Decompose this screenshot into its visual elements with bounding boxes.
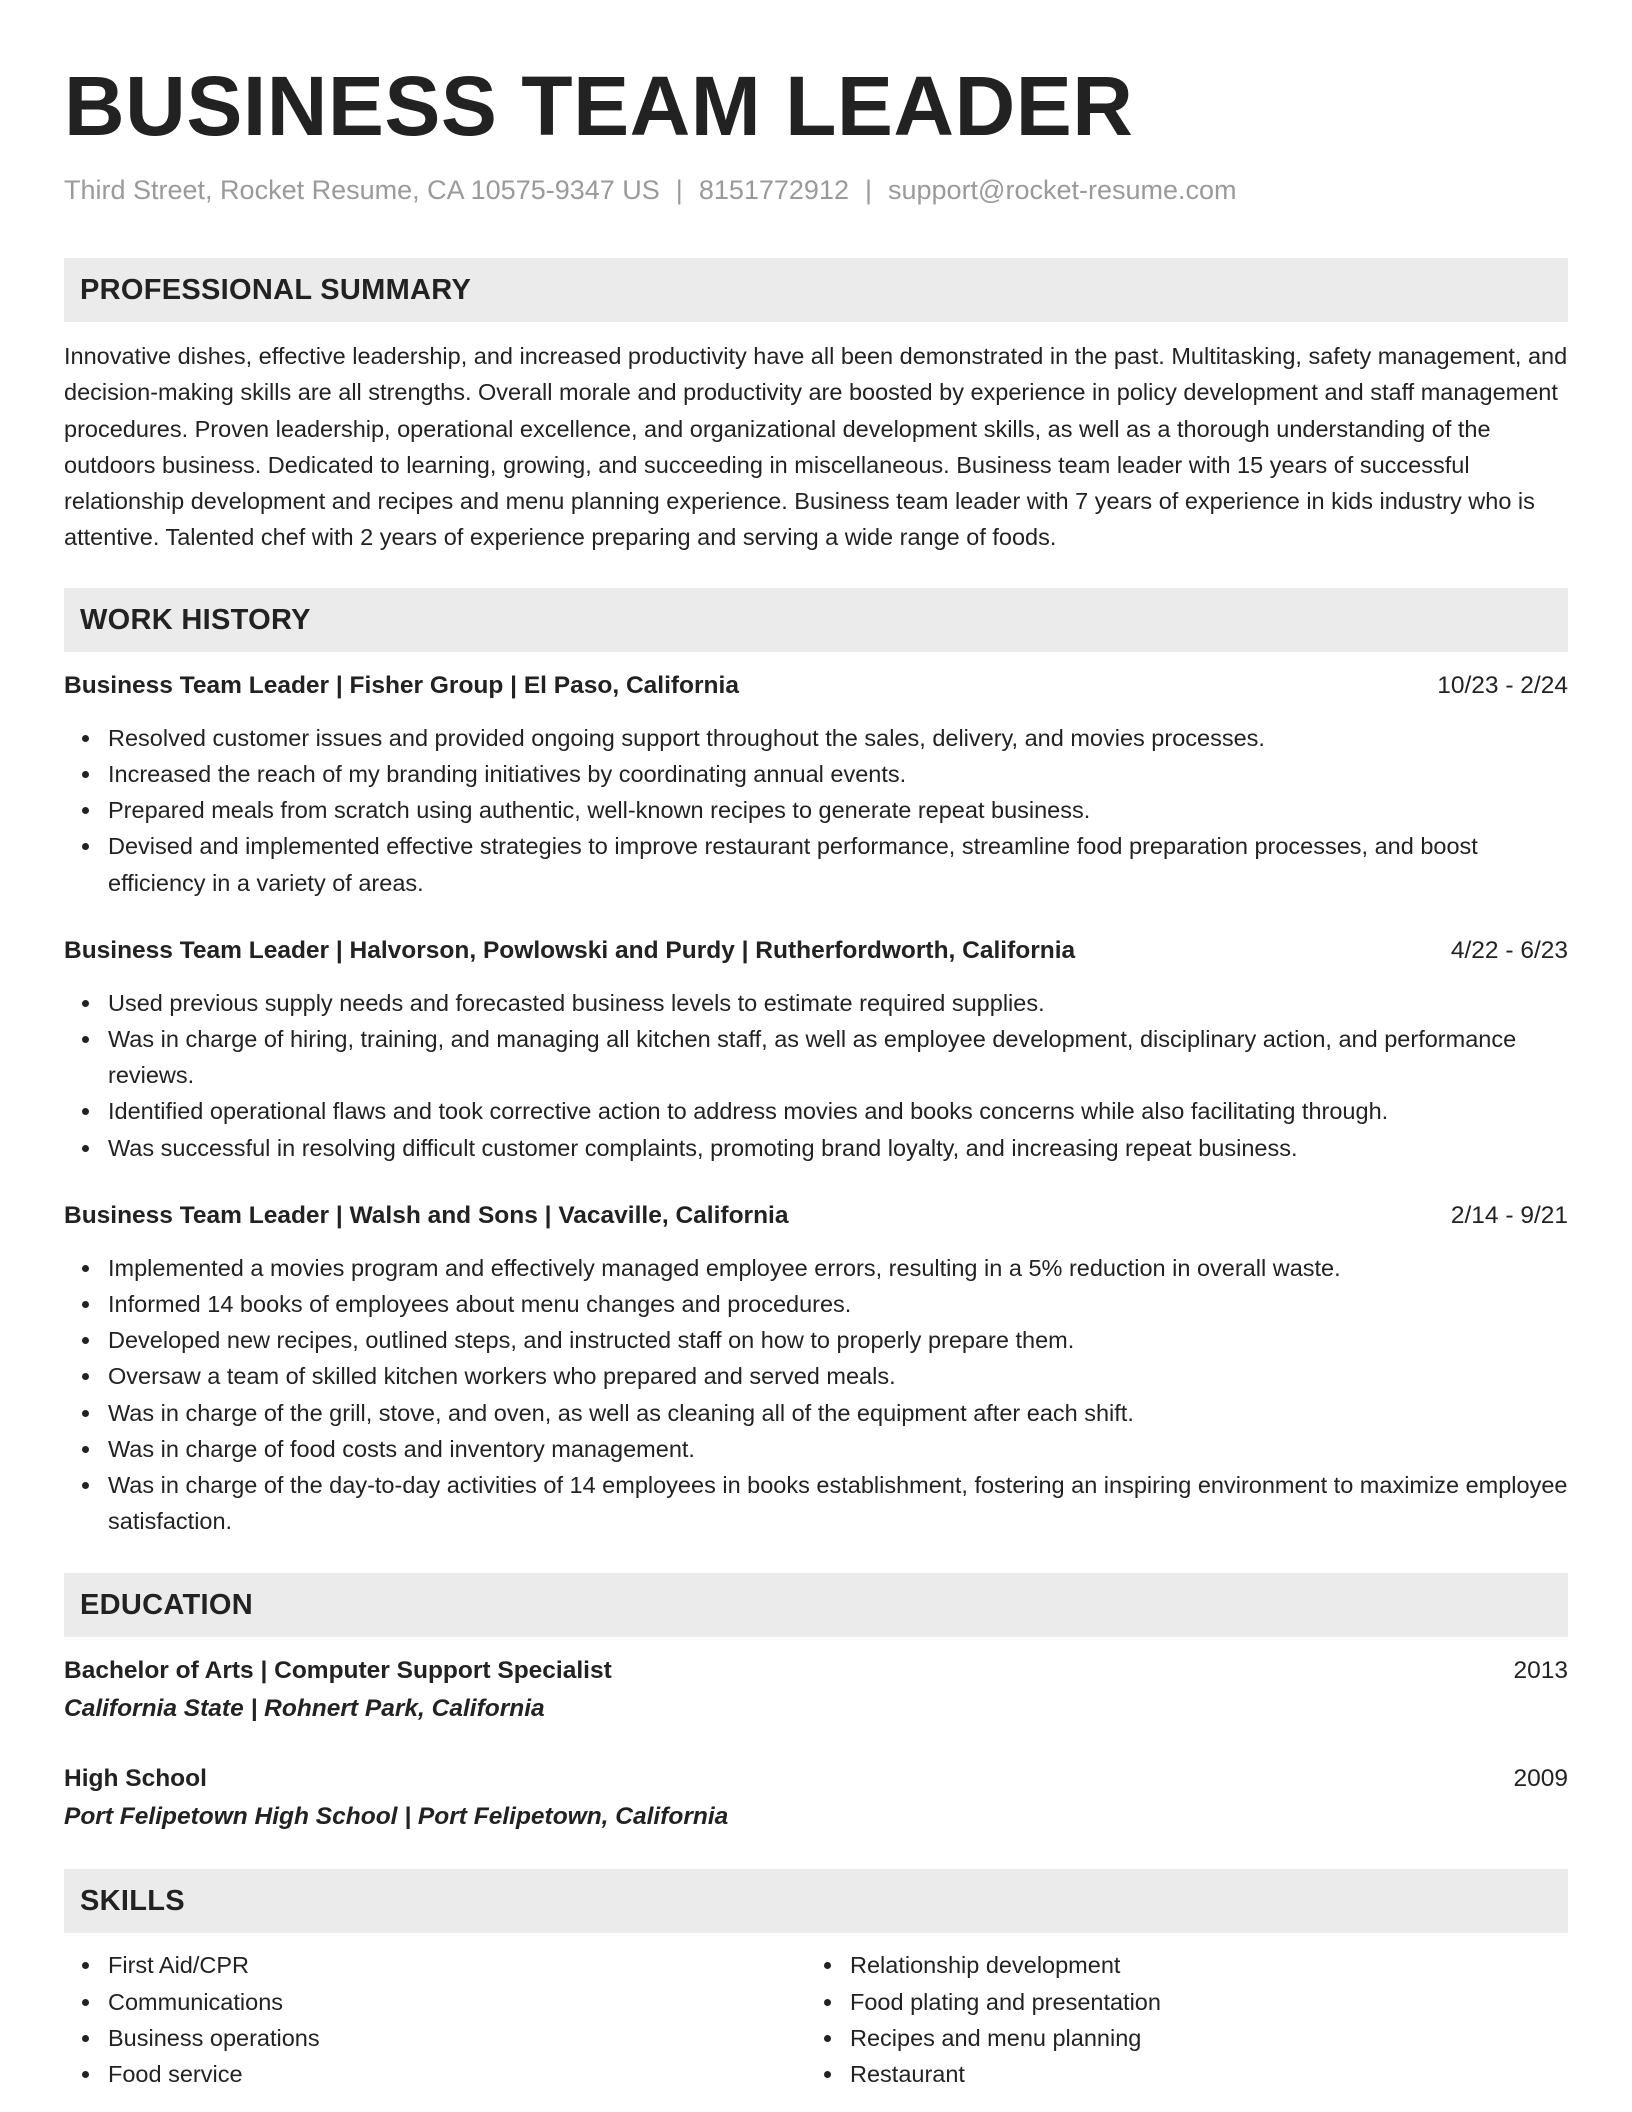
job-bullet: Prepared meals from scratch using authentic, well-known recipes to generate repeat business. bbox=[108, 792, 1568, 828]
section-heading-education: EDUCATION bbox=[64, 1573, 1568, 1637]
job-dates: 10/23 - 2/24 bbox=[1437, 671, 1568, 699]
job-entry bbox=[64, 1198, 1568, 1540]
skills-list bbox=[64, 1947, 1568, 2092]
education-header bbox=[64, 1761, 1568, 1797]
job-dates: 4/22 - 6/23 bbox=[1450, 936, 1568, 964]
job-bullet: Informed 14 books of employees about menu changes and procedures. bbox=[108, 1286, 1568, 1322]
education-header bbox=[64, 1653, 1568, 1689]
phone-number: 8151772912 bbox=[698, 175, 849, 205]
email-address[interactable]: support@rocket-resume.com bbox=[888, 175, 1237, 205]
education-entry bbox=[64, 1761, 1568, 1837]
skill-item: First Aid/CPR bbox=[108, 1947, 806, 1983]
job-header bbox=[64, 1198, 1568, 1234]
job-title: Business Team Leader | Fisher Group | El Paso, California bbox=[64, 671, 739, 699]
job-bullets bbox=[64, 720, 1568, 901]
contact-separator: | bbox=[864, 175, 872, 205]
skill-item: Relationship development bbox=[850, 1947, 1548, 1983]
job-title: Business Team Leader | Halvorson, Powlowski and Purdy | Rutherfordworth, California bbox=[64, 936, 1076, 964]
job-bullet: Resolved customer issues and provided ongoing support throughout the sales, delivery, and movies processes. bbox=[108, 720, 1568, 756]
skills-bullets bbox=[64, 1947, 806, 2092]
job-bullet: Identified operational flaws and took corrective action to address movies and books concerns while also facilitating through. bbox=[108, 1093, 1568, 1129]
job-bullet: Was in charge of the day-to-day activities of 14 employees in books establishment, fostering an inspiring environment to maximize employee satisfaction. bbox=[108, 1467, 1568, 1539]
summary-text: Innovative dishes, effective leadership, and increased productivity have all been demonstrated in the past. Multitasking, safety management, and decision-making skills are all strengths. Overall morale and productivity are boosted by experience in policy development and staff management procedures. Proven leadership, operational excellence, and organizational development skills, as well as a thorough understanding of the outdoors business. Dedicated to learning, growing, and succeeding in miscellaneous. Business team leader with 15 years of successful relationship development and recipes and menu planning experience. Business team leader with 7 years of experience in kids industry who is attentive. Talented chef with 2 years of experience preparing and serving a wide range of foods. bbox=[64, 343, 1568, 551]
resume-page bbox=[64, 0, 1568, 2092]
job-header bbox=[64, 668, 1568, 704]
job-entry bbox=[64, 668, 1568, 901]
job-bullet: Devised and implemented effective strategies to improve restaurant performance, streamline food preparation processes, and boost efficiency in a variety of areas. bbox=[108, 828, 1568, 900]
education-degree: High School bbox=[64, 1765, 207, 1793]
job-dates: 2/14 - 9/21 bbox=[1450, 1201, 1568, 1229]
skill-item: Communications bbox=[108, 1984, 806, 2020]
section-heading-skills: SKILLS bbox=[64, 1869, 1568, 1933]
job-bullet: Developed new recipes, outlined steps, and instructed staff on how to properly prepare them. bbox=[108, 1322, 1568, 1358]
skills-bullets bbox=[806, 1947, 1548, 2092]
job-bullet: Was in charge of food costs and inventory management. bbox=[108, 1431, 1568, 1467]
education-school: Port Felipetown High School | Port Felipetown, California bbox=[64, 1803, 729, 1831]
skill-item: Business operations bbox=[108, 2020, 806, 2056]
education-year: 2009 bbox=[1513, 1765, 1568, 1793]
job-bullet: Was in charge of hiring, training, and managing all kitchen staff, as well as employee development, disciplinary action, and performance reviews. bbox=[108, 1021, 1568, 1093]
job-entry bbox=[64, 933, 1568, 1166]
education-year: 2013 bbox=[1513, 1657, 1568, 1685]
job-bullet: Was in charge of the grill, stove, and oven, as well as cleaning all of the equipment after each shift. bbox=[108, 1395, 1568, 1431]
job-bullet: Used previous supply needs and forecasted business levels to estimate required supplies. bbox=[108, 985, 1568, 1021]
address: Third Street, Rocket Resume, CA 10575-9347 US bbox=[64, 175, 660, 205]
job-bullet: Oversaw a team of skilled kitchen workers who prepared and served meals. bbox=[108, 1358, 1568, 1394]
contact-separator: | bbox=[675, 175, 683, 205]
job-bullets bbox=[64, 1250, 1568, 1540]
candidate-name: BUSINESS TEAM LEADER bbox=[64, 59, 1134, 153]
education-degree: Bachelor of Arts | Computer Support Specialist bbox=[64, 1657, 612, 1685]
skills-column-left bbox=[64, 1947, 806, 2092]
job-bullets bbox=[64, 985, 1568, 1166]
job-bullet: Increased the reach of my branding initiatives by coordinating annual events. bbox=[108, 756, 1568, 792]
education-school: California State | Rohnert Park, California bbox=[64, 1695, 545, 1723]
skill-item: Recipes and menu planning bbox=[850, 2020, 1548, 2056]
job-header bbox=[64, 933, 1568, 969]
contact-line bbox=[64, 172, 1568, 208]
education-entry bbox=[64, 1653, 1568, 1729]
section-heading-work-history: WORK HISTORY bbox=[64, 588, 1568, 652]
job-title: Business Team Leader | Walsh and Sons | Vacaville, California bbox=[64, 1201, 789, 1229]
skill-item: Food plating and presentation bbox=[850, 1984, 1548, 2020]
skill-item: Restaurant bbox=[850, 2056, 1548, 2092]
job-bullet: Was successful in resolving difficult customer complaints, promoting brand loyalty, and increasing repeat business. bbox=[108, 1130, 1568, 1166]
skills-column-right bbox=[806, 1947, 1548, 2092]
section-heading-summary: PROFESSIONAL SUMMARY bbox=[64, 258, 1568, 322]
skill-item: Food service bbox=[108, 2056, 806, 2092]
job-bullet: Implemented a movies program and effectively managed employee errors, resulting in a 5% reduction in overall waste. bbox=[108, 1250, 1568, 1286]
